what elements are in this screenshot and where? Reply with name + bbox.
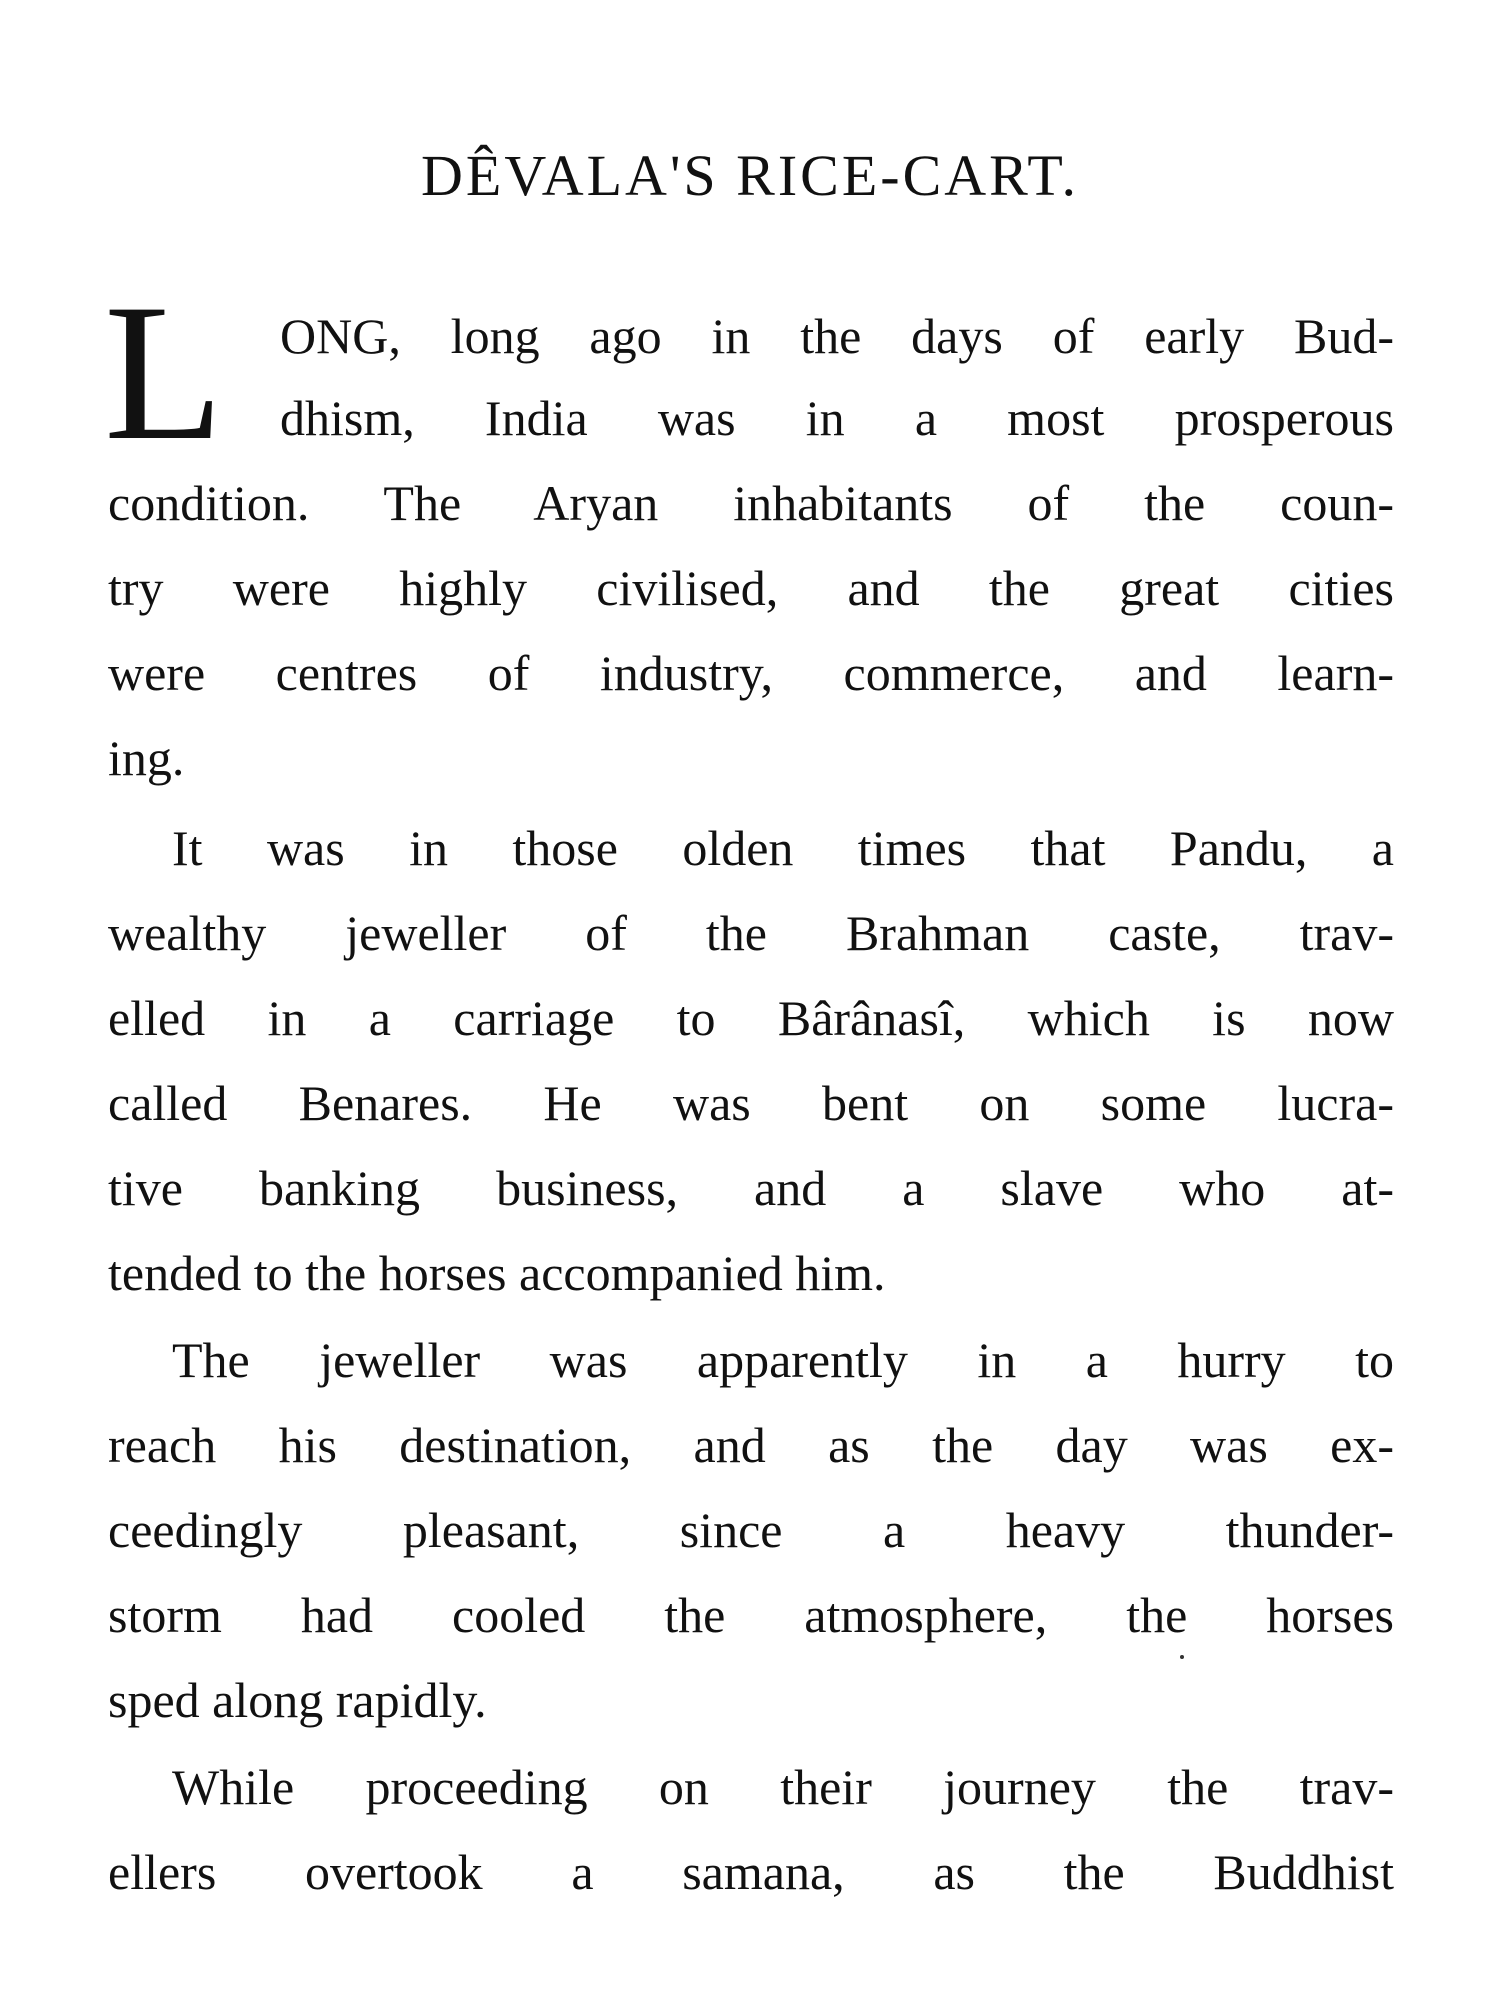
- text-line: tive banking business, and a slave who at-: [108, 1160, 1394, 1216]
- text-line: were centres of industry, commerce, and learn-: [108, 645, 1394, 701]
- text-line: dhism, India was in a most prosperous: [280, 390, 1394, 446]
- text-line: elled in a carriage to Bârânasî, which is now: [108, 990, 1394, 1046]
- print-speck: [1180, 1655, 1184, 1659]
- text-line: condition. The Aryan inhabitants of the coun-: [108, 475, 1394, 531]
- text-line: called Benares. He was bent on some lucra-: [108, 1075, 1394, 1131]
- chapter-title: DÊVALA'S RICE-CART.: [421, 143, 1079, 208]
- text-line: ellers overtook a samana, as the Buddhist: [108, 1844, 1394, 1900]
- text-line: sped along rapidly.: [108, 1672, 487, 1728]
- text-line: reach his destination, and as the day was ex-: [108, 1417, 1394, 1473]
- text-line: tended to the horses accompanied him.: [108, 1245, 886, 1301]
- text-line: While proceeding on their journey the trav-: [172, 1759, 1394, 1815]
- text-line: try were highly civilised, and the great cities: [108, 560, 1394, 616]
- text-line: ing.: [108, 730, 185, 786]
- text-line: It was in those olden times that Pandu, a: [172, 820, 1394, 876]
- drop-cap: L: [104, 264, 224, 481]
- text-line: The jeweller was apparently in a hurry to: [172, 1332, 1394, 1388]
- text-line: storm had cooled the atmosphere, the horses: [108, 1587, 1394, 1643]
- text-line: ONG, long ago in the days of early Bud-: [280, 308, 1394, 364]
- text-line: wealthy jeweller of the Brahman caste, trav-: [108, 905, 1394, 961]
- text-line: ceedingly pleasant, since a heavy thunder-: [108, 1502, 1394, 1558]
